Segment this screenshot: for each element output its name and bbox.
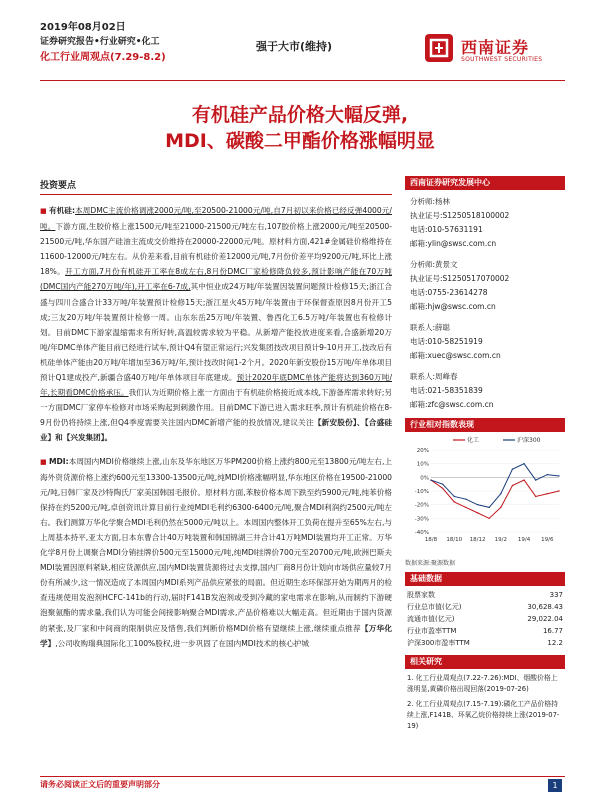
chart-source: 数据来源:聚源数据 — [405, 560, 456, 567]
x-tick-label: 19/6 — [541, 537, 554, 543]
data-point — [500, 507, 501, 508]
header-left — [40, 20, 166, 65]
summary-paragraph-silicone: ■ 有机硅:本周DMC主流价格调涨2000元/吨,至20500-21000元/吨,自7月初以来价格已经反弹4000元/吨。下游方面,生胶价格上涨1500元/吨至21000-21500元/吨左右,107胶价格上涨2000元/吨至20500-21500元/吨,华东国产硅油主流成交价维持在20000-22000元/吨。原材料方面,421#金属硅价格维持在11600-12000元/吨左右。从价差来看,目前有机硅价差12000元/吨,7月份价差平均9200元/吨,环比上涨18%。开工方面,7月份有机硅开工率在8成左右,8月份DMC厂家检修降负较多,预计影响产能在70万吨(DMC国内产能270万吨/年),开工率在6-7成,其中恒业成24万吨/年装置因装置问题预计检修15天;浙江合盛与四川合盛合计33万吨/年装置预计检修15天;浙江星火45万吨/年装置由于环保督查原因8月份开工5成;三友20万吨/年装置预计检修一周。山东东岳25万吨/年装置、鲁西化工6.5万吨/年装置也有检修计划。目前DMC下游家温缩需求有所好转,高温较需求较为平稳。从新增产能投放进度来看,合盛新增20万吨/年DMC单体产能目前已经进行试车,预计Q4有望正常运行;兴发集团技改项目预计9-10月开工,技改后有机硅单体产能由20万吨/年增加至36万吨/年,预计技改时间1-2个月。2020年新安股份15万吨/年单体项目预计Q1建成投产,新疆合盛40万吨/年单体项目年底建成。预计2020年底DMC单体产能将达到360万吨/年,长期看DMC价格承压。我们认为近期价格上涨一方面由于有机硅价格接近成本线,下游备库需求转好;另一方面DMC厂家停车检修对市场采购起到刺激作用。目前DMC下游已进入需求旺季,预计有机硅价格在8-9月份仍将持续上涨,但Q4季度需要关注国内DMC新增产能的投放情况,建议关注【新安股份】、【合盛硅业】和【兴发集团】。 — [40, 206, 392, 443]
data-point — [547, 474, 548, 475]
table-row: 行业市盈率TTM 16.77 — [407, 627, 563, 635]
x-tick-label: 19/2 — [494, 537, 507, 543]
data-point — [454, 501, 455, 502]
data-point — [512, 468, 513, 469]
investment-summary — [40, 178, 392, 768]
data-point — [430, 479, 431, 480]
contact-entry: 联系人:薛聪 电话:010-58251919 邮箱:xuec@swsc.com.cn — [410, 323, 501, 360]
related-link[interactable]: 2. 化工行业周观点(7.15-7.19):磷化工产品价格持续上涨,F141B、环氧乙烷价格持续上涨(2019-07-19) — [407, 700, 560, 730]
footer-disclaimer: 请务必阅读正文后的重要声明部分 — [40, 780, 160, 789]
related-research-header: 相关研究 — [405, 655, 565, 669]
analyst-list — [405, 190, 565, 412]
series-line — [431, 464, 559, 508]
summary-paragraph-mdi: ■ MDI:本周国内MDI价格继续上涨,山东及华东地区万华PM200价格上涨约800元至13800元/吨左右,上海外资货源价格上涨约600元至13300-13500元/吨,纯MDI价格涨幅明显,华东地区价格在19500-21000元/吨,日韩厂家及沙特陶氏厂家美国韩国毛报价。原材料方面,苯胺价格本周下跌至约5900元/吨,纯苯价格保持在约5200元/吨,卓创资讯计算目前行业纯MDI毛利约6300-6400元/吨,聚合MDI利润约2500元/吨左右。我们测算万华化学聚合MDI毛利仍然在5000元/吨以上。本周国内整体开工负荷在提升至65%左右,与上周基本持平,亚太方面,日本东曹合计40万吨装置和韩国锦湖三井合计41万吨MDI装置均开工正常。万华化学8月份上调聚合MDI分销挂牌价500元至15000元/吨,纯MDI挂牌价700元至20700元/吨,欧洲巴斯夫MDI装置因原料紧缺,相应货源供应,国内MDI装置货源将过去支撑,国内厂商8月份计划向市场供应量较7月份有所减少,这一情况造成了本周国内MDI系列产品供应紧张的局面。但近期生态环保部开始为期两月的检查违规使用发泡剂HCFC-141b的行动,届时F141B发泡剂或受到冷藏的家电需求在影响,从而制约下游硬泡聚氨酯的需求量,我们认为可能会间接影响聚合MDI需求,产品价格难以大幅走高。但近期由于国内货源的紧张,及厂家和中间商的限制供应及惜售,我们判断价格MDI价格有望继续上涨,继续重点推荐【万华化学】,公司收购瑞典国际化工100%股权,进一步巩固了在国内MDI技术的核心护城 — [40, 456, 392, 648]
table-row: 沪深300市盈率TTM 12.2 — [407, 639, 563, 647]
related-link[interactable]: 1. 化工行业周观点(7.22-7.26):MDI、烟酸价格上涨明显,黄磷价格出现回落(2019-07-26) — [407, 674, 558, 693]
table-row: 行业总市值(亿元) 30,628.43 — [407, 603, 563, 611]
company-logo — [425, 34, 565, 74]
performance-section — [405, 418, 565, 567]
weekly-title: 化工行业周观点(7.29-8.2) — [40, 52, 166, 63]
data-point — [488, 518, 489, 519]
legend-label: 沪深300 — [517, 437, 541, 444]
data-point — [477, 504, 478, 505]
rating: 强于大市(维持) — [256, 40, 333, 53]
x-tick-label: 18/12 — [469, 537, 486, 543]
y-tick-label: -10% — [414, 489, 429, 495]
contact-entry: 联系人:周峰春 电话:021-58351839 邮箱:zfc@swsc.com.cn — [410, 372, 494, 409]
report-title-line1: 有机硅产品价格大幅反弹, — [191, 104, 409, 126]
summary-heading: 投资要点 — [40, 178, 392, 195]
header-divider — [40, 80, 565, 81]
data-point — [535, 479, 536, 480]
y-tick-label: -30% — [414, 516, 429, 523]
page-number: 1 — [548, 779, 562, 792]
data-point — [442, 488, 443, 489]
x-tick-label: 18/8 — [424, 537, 438, 543]
data-point — [465, 507, 466, 508]
logo-english: SOUTHWEST SECURITIES — [461, 56, 543, 63]
data-point — [488, 507, 489, 508]
data-point — [523, 463, 524, 464]
data-point — [512, 485, 513, 486]
y-tick-label: -40% — [414, 530, 429, 536]
analyst-entry: 分析师:杨林 执业证号:S1250518100002 电话:010-57631191 邮箱:ylin@swsc.com.cn — [410, 197, 510, 248]
data-point — [558, 490, 559, 491]
report-title-line2: MDI、碳酸二甲酯价格涨幅明显 — [165, 130, 435, 152]
data-point — [547, 493, 548, 494]
x-tick-label: 18/10 — [446, 537, 463, 543]
related-research-list — [405, 669, 565, 732]
series-line — [431, 480, 559, 518]
bullet-icon: ■ — [40, 457, 49, 466]
table-row: 股票家数 337 — [407, 591, 563, 599]
logo-name: 西南证券 — [461, 38, 530, 57]
analyst-entry: 分析师:黄景文 执业证号:S1250517070002 电话:0755-23614278 邮箱:hjw@swsc.com.cn — [410, 260, 510, 311]
performance-chart — [405, 432, 565, 552]
report-type: 证券研究报告•行业研究•化工 — [40, 37, 160, 47]
data-point — [558, 475, 559, 476]
data-point — [442, 483, 443, 484]
performance-header: 行业相对指数表现 — [405, 418, 565, 432]
y-tick-label: 0% — [420, 475, 429, 482]
bullet-icon: ■ — [40, 207, 49, 215]
x-tick-label: 19/4 — [517, 537, 531, 543]
research-center-header: 西南证券研究发展中心 — [405, 176, 565, 190]
logo-mark-icon — [425, 34, 453, 62]
data-point — [523, 479, 524, 480]
legend-label: 化工 — [467, 437, 480, 444]
y-tick-label: -20% — [414, 502, 429, 509]
related-research-section — [405, 655, 565, 732]
data-point — [454, 496, 455, 497]
data-point — [465, 499, 466, 500]
table-row: 流通市值(亿元) 29,022.04 — [407, 615, 563, 623]
sidebar — [405, 176, 565, 736]
basic-data-section — [405, 572, 565, 649]
report-date: 2019年08月02日 — [40, 22, 126, 33]
basic-data-table — [405, 589, 565, 649]
footer-divider — [40, 776, 565, 777]
y-tick-label: 10% — [416, 461, 429, 468]
data-point — [535, 496, 536, 497]
data-point — [477, 512, 478, 513]
data-point — [500, 493, 501, 494]
y-tick-label: 20% — [416, 448, 429, 454]
basic-data-header: 基础数据 — [405, 572, 565, 586]
